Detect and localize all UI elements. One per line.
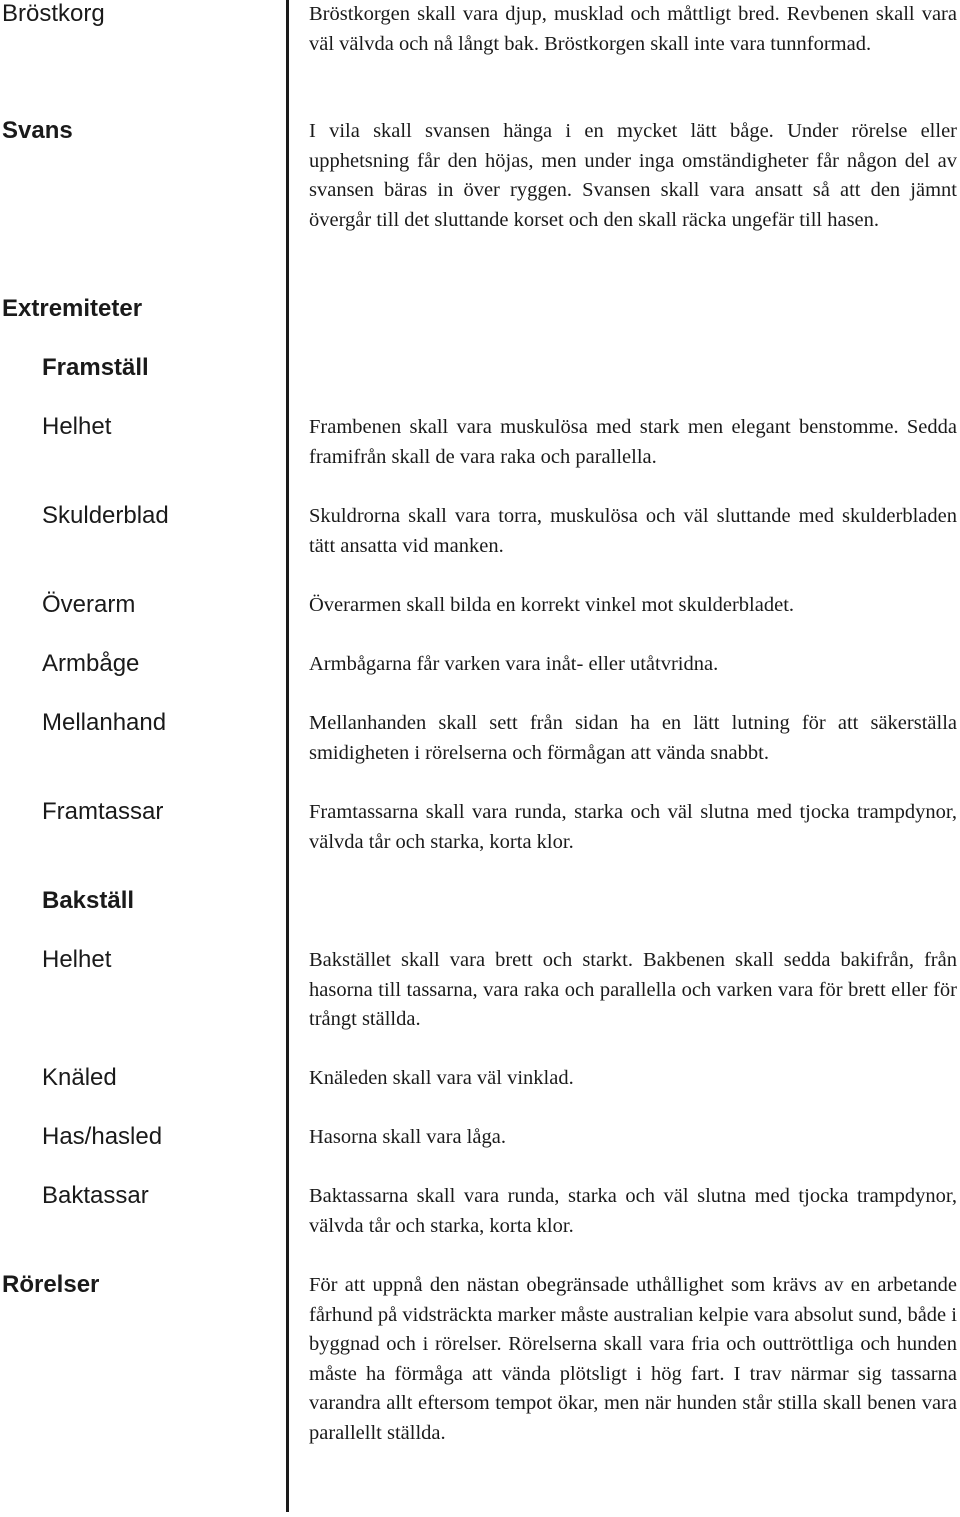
label-armbage: Armbåge [42, 650, 140, 677]
text-brostkorg: Bröstkorgen skall vara djup, musklad och måttligt bred. Revbenen skall vara väl välvda och nå långt bak. Bröstkorgen skall inte vara tunnformad. [309, 3, 957, 55]
text-framtassar: Framtassarna skall vara runda, starka och väl slutna med tjocka trampdynor, välvda tår och starka, korta klor. [309, 801, 957, 853]
label-framtassar: Framtassar [42, 798, 164, 825]
label-svans: Svans [2, 117, 73, 144]
text-hasled: Hasorna skall vara låga. [309, 1126, 506, 1148]
text-mellanhand: Mellanhanden skall sett från sidan ha en lätt lutning för att säkerställa smidigheten i rörelserna och förmågan att vända snabbt. [309, 712, 957, 764]
label-brostkorg: Bröstkorg [2, 0, 105, 27]
text-bak-helhet: Bakstället skall vara brett och starkt. Bakbenen skall sedda bakifrån, från hasorna till tassarna, vara raka och parallella och varken vara för brett eller för trångt ställda. [309, 949, 957, 1031]
label-fram-helhet: Helhet [42, 413, 112, 440]
text-svans: I vila skall svansen hänga i en mycket lätt båge. Under rörelse eller upphetsning får den höjas, men under inga omständigheter får någon del av svansen bäras in över ryggen. Svansen skall vara ansatt så att den jämnt övergår till det sluttande korset och den skall räcka ungefär till hasen. [309, 120, 957, 231]
label-overarm: Överarm [42, 591, 136, 618]
label-baktassar: Baktassar [42, 1182, 149, 1209]
text-overarm: Överarmen skall bilda en korrekt vinkel mot skulderbladet. [309, 594, 795, 616]
text-fram-helhet: Frambenen skall vara muskulösa med stark men elegant benstomme. Sedda framifrån skall de vara raka och parallella. [309, 416, 957, 468]
label-bakstall: Bakställ [42, 887, 135, 914]
text-skulderblad: Skuldrorna skall vara torra, muskulösa och väl sluttande med skulderbladen tätt ansatta vid manken. [309, 505, 957, 557]
text-armbage: Armbågarna får varken vara inåt- eller utåtvridna. [309, 653, 719, 675]
label-framstall: Framställ [42, 354, 149, 381]
label-bak-helhet: Helhet [42, 946, 112, 973]
text-knaled: Knäleden skall vara väl vinklad. [309, 1067, 574, 1089]
label-rorelser: Rörelser [2, 1271, 100, 1298]
label-extremiteter: Extremiteter [2, 295, 143, 322]
label-knaled: Knäled [42, 1064, 117, 1091]
column-divider [286, 0, 289, 1512]
label-mellanhand: Mellanhand [42, 709, 167, 736]
label-skulderblad: Skulderblad [42, 502, 169, 529]
text-rorelser: För att uppnå den nästan obegränsade uthållighet som krävs av en arbetande fårhund på vidsträckta marker måste australian kelpie vara absolut sund, både i byggnad och i rörelser. Rörelserna skall vara fria och outtröttliga och hunden måste ha förmåga att vända plötsligt i hög fart. I trav närmar sig tassarna varandra allt eftersom tempot ökar, men när hunden står stilla skall benen vara parallellt ställda. [309, 1274, 957, 1444]
label-hasled: Has/hasled [42, 1123, 163, 1150]
text-baktassar: Baktassarna skall vara runda, starka och väl slutna med tjocka trampdynor, välvda tår och starka, korta klor. [309, 1185, 957, 1237]
